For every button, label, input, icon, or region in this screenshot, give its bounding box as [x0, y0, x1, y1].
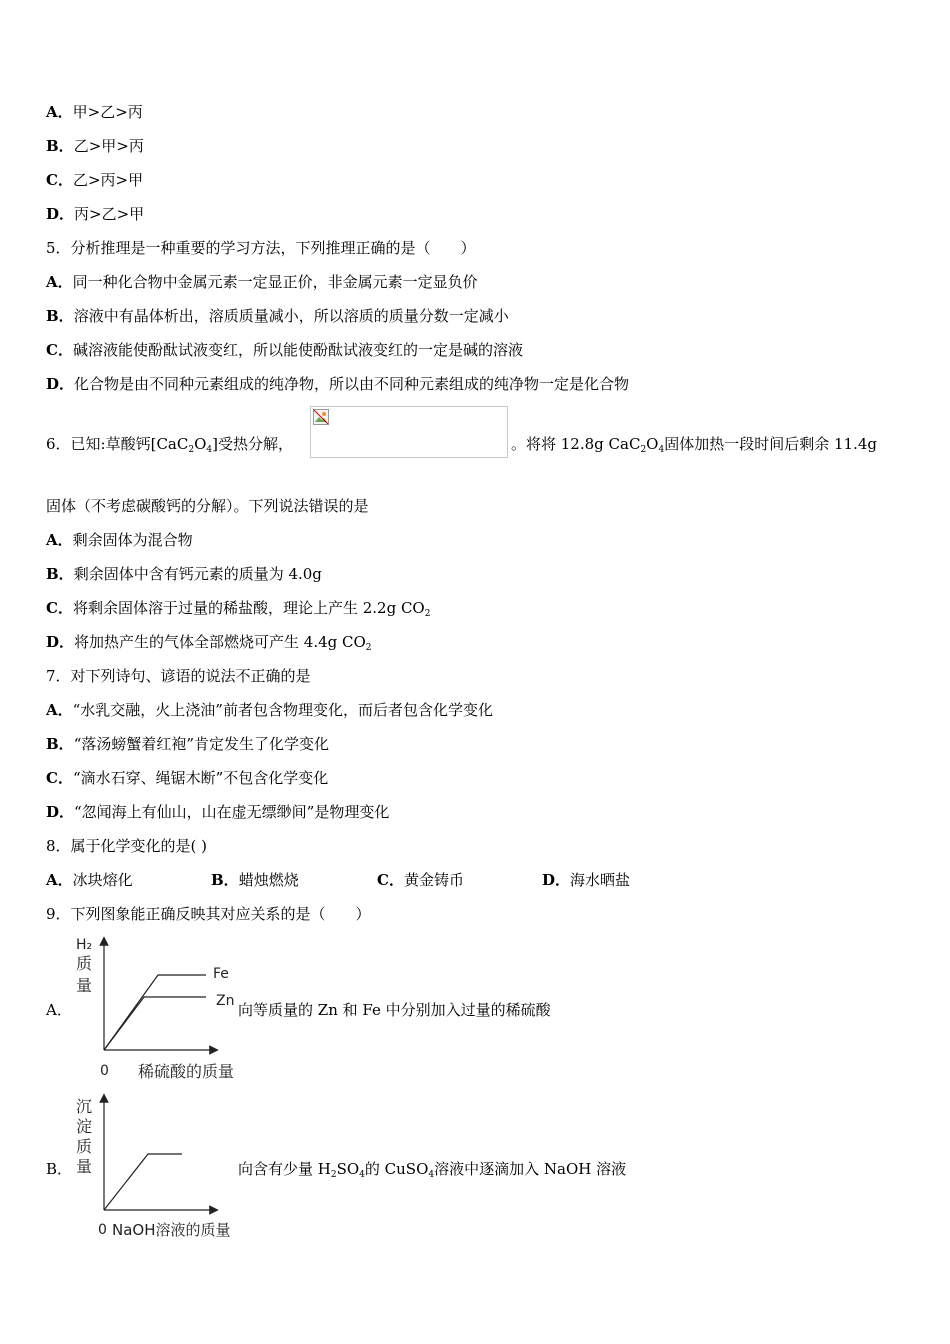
zn-series-label: Zn [216, 993, 235, 1009]
q5-option-b: B．溶液中有晶体析出，溶质质量减小，所以溶质的质量分数一定减小 [46, 307, 509, 325]
q9-stem: 9．下列图象能正确反映其对应关系的是（ ） [46, 905, 371, 923]
q9-option-a-label: A． [46, 1001, 72, 1019]
y-label-line1: 沉 [76, 1097, 93, 1116]
q7-option-d: D．“忽闻海上有仙山，山在虚无缥缈间”是物理变化 [46, 803, 390, 821]
q7-option-b: B．“落汤螃蟹着红袍”肯定发生了化学变化 [46, 735, 330, 753]
y-label-line3: 量 [76, 976, 93, 995]
q5-option-c: C．碱溶液能使酚酞试液变红，所以能使酚酞试液变红的一定是碱的溶液 [46, 341, 523, 359]
q6-stem-part1: 6．已知:草酸钙$[CaC_2O_4]$受热分解， [46, 435, 293, 455]
q6-option-a: A．剩余固体为混合物 [46, 531, 193, 549]
q8-option-b: B．蜡烛燃烧 [211, 871, 299, 889]
origin-label: 0 [100, 1063, 109, 1079]
q9-option-b-desc: 向含有少量 $H_2SO_4$的 CuSO$_4$溶液中逐滴加入 NaOH 溶液 [238, 1160, 627, 1180]
q5-option-a: A．同一种化合物中金属元素一定显正价，非金属元素一定显负价 [46, 273, 478, 291]
q9-option-a-desc: 向等质量的 Zn 和 Fe 中分别加入过量的稀硫酸 [238, 1001, 551, 1019]
q7-option-a: A．“水乳交融，火上浇油”前者包含物理变化，而后者包含化学变化 [46, 701, 493, 719]
q8-option-a: A．冰块熔化 [46, 871, 133, 889]
q4-option-b: B．乙>甲>丙 [46, 137, 144, 155]
x-axis-label: NaOH溶液的质量 [112, 1221, 231, 1239]
x-axis-label: 稀硫酸的质量 [138, 1062, 235, 1081]
q6-stem-line2: 固体（不考虑碳酸钙的分解）。下列说法错误的是 [46, 497, 369, 515]
q6-option-d: D．将加热产生的气体全部燃烧可产生 4.4g $CO_2$ [46, 633, 372, 653]
fe-series-label: Fe [213, 966, 229, 982]
q7-option-c: C．“滴水石穿、绳锯木断”不包含化学变化 [46, 769, 329, 787]
y-label-line2: 质 [76, 954, 93, 973]
q8-stem: 8．属于化学变化的是( ) [46, 837, 208, 855]
zn-curve [104, 997, 206, 1050]
q9-graph-b [68, 1092, 248, 1242]
q4-option-a: A．甲>乙>丙 [46, 103, 143, 121]
q4-option-c: C．乙>丙>甲 [46, 171, 144, 189]
q7-stem: 7．对下列诗句、谚语的说法不正确的是 [46, 667, 311, 685]
q8-option-c: C．黄金铸币 [377, 871, 464, 889]
q6-stem-part2: 。将将 12.8g $CaC_2O_4$固体加热一段时间后剩余 11.4g [511, 435, 877, 455]
q5-stem: 5．分析推理是一种重要的学习方法，下列推理正确的是（ ） [46, 239, 476, 257]
q4-option-d: D．丙>乙>甲 [46, 205, 145, 223]
broken-image-icon [313, 409, 329, 425]
q6-option-b: B．剩余固体中含有钙元素的质量为 4.0g [46, 565, 322, 583]
y-label-line1: H₂ [76, 937, 93, 953]
origin-label: 0 [98, 1222, 107, 1238]
q9-graph-a [68, 935, 248, 1085]
y-label-line2: 淀 [76, 1117, 93, 1136]
q5-option-d: D．化合物是由不同种元素组成的纯净物，所以由不同种元素组成的纯净物一定是化合物 [46, 375, 630, 393]
q8-option-d: D．海水晒盐 [542, 871, 631, 889]
fe-curve [104, 975, 206, 1050]
q9-option-b-label: B． [46, 1160, 73, 1178]
y-label-line4: 量 [76, 1157, 93, 1176]
q6-option-c: C．将剩余固体溶于过量的稀盐酸，理论上产生 2.2g $CO_2$ [46, 599, 431, 619]
y-label-line3: 质 [76, 1137, 93, 1156]
reaction-equation-image [310, 406, 508, 458]
precipitate-curve [104, 1154, 182, 1210]
